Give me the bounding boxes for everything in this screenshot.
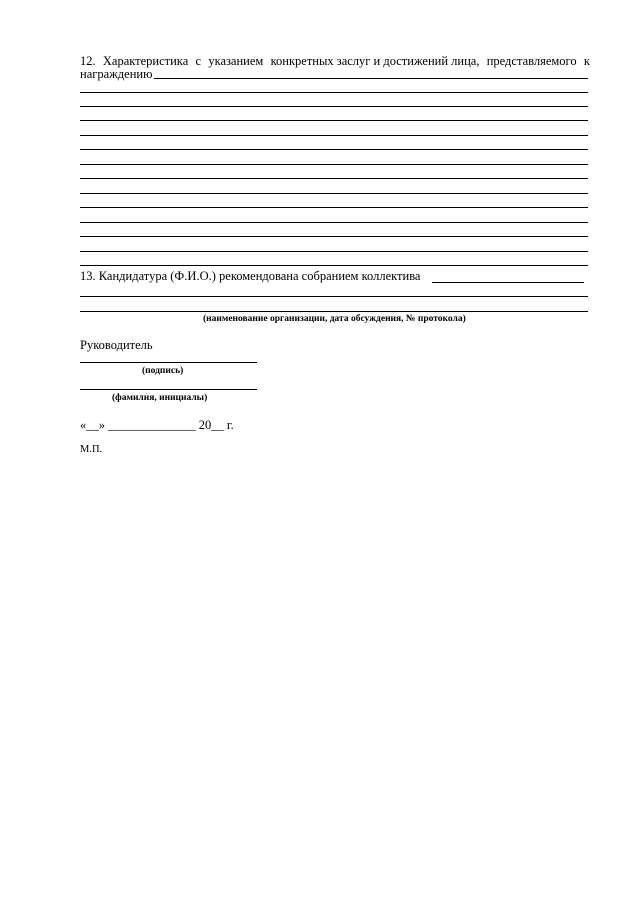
- organization-caption: (наименование организации, дата обсуждения, № протокола): [203, 314, 466, 324]
- section-12-word: представляемого: [486, 54, 577, 68]
- date-row: [80, 418, 234, 432]
- date-month-field[interactable]: ______________: [108, 418, 196, 432]
- characteristic-field-line[interactable]: [80, 207, 588, 208]
- name-caption: (фамилия, инициалы): [112, 393, 208, 403]
- characteristic-field-line[interactable]: [80, 164, 588, 165]
- characteristic-field-line[interactable]: [80, 236, 588, 237]
- head-label: Руководитель: [80, 338, 153, 352]
- characteristic-field-line[interactable]: [80, 149, 588, 150]
- section-13-heading: 13. Кандидатура (Ф.И.О.) рекомендована собранием коллектива: [80, 269, 421, 283]
- characteristic-field-line[interactable]: [80, 193, 588, 194]
- section-12-word: указанием: [208, 54, 264, 68]
- recommendation-field-line[interactable]: [80, 311, 588, 312]
- section-12-word: к: [583, 54, 590, 68]
- signature-caption: (подпись): [142, 366, 184, 376]
- characteristic-field-line[interactable]: [154, 78, 588, 79]
- characteristic-field-line[interactable]: [80, 178, 588, 179]
- characteristic-field-line[interactable]: [80, 251, 588, 252]
- date-year-prefix: 20: [198, 418, 212, 432]
- section-12-word: 12.: [80, 54, 96, 68]
- date-year-field[interactable]: __: [211, 418, 224, 432]
- characteristic-field-line[interactable]: [80, 120, 588, 121]
- section-12-heading-line2: награждению: [80, 67, 153, 81]
- date-close-quote: »: [98, 418, 105, 432]
- characteristic-field-line[interactable]: [80, 106, 588, 107]
- recommendation-field-line[interactable]: [80, 296, 588, 297]
- section-12-word: конкретных заслуг и достижений лица,: [270, 54, 480, 68]
- section-12-word: с: [195, 54, 202, 68]
- characteristic-field-line[interactable]: [80, 265, 588, 266]
- date-day-field[interactable]: __: [86, 418, 99, 432]
- characteristic-field-line[interactable]: [80, 92, 588, 93]
- date-open-quote: «: [80, 418, 87, 432]
- recommendation-field-line[interactable]: [432, 282, 584, 283]
- characteristic-field-line[interactable]: [80, 135, 588, 136]
- section-12-word: Характеристика: [102, 54, 189, 68]
- section-12-heading: [80, 54, 590, 68]
- signature-field-line[interactable]: [80, 362, 257, 363]
- characteristic-field-line[interactable]: [80, 222, 588, 223]
- date-year-suffix: г.: [226, 418, 234, 432]
- name-field-line[interactable]: [80, 389, 257, 390]
- stamp-place-label: М.П.: [80, 444, 103, 455]
